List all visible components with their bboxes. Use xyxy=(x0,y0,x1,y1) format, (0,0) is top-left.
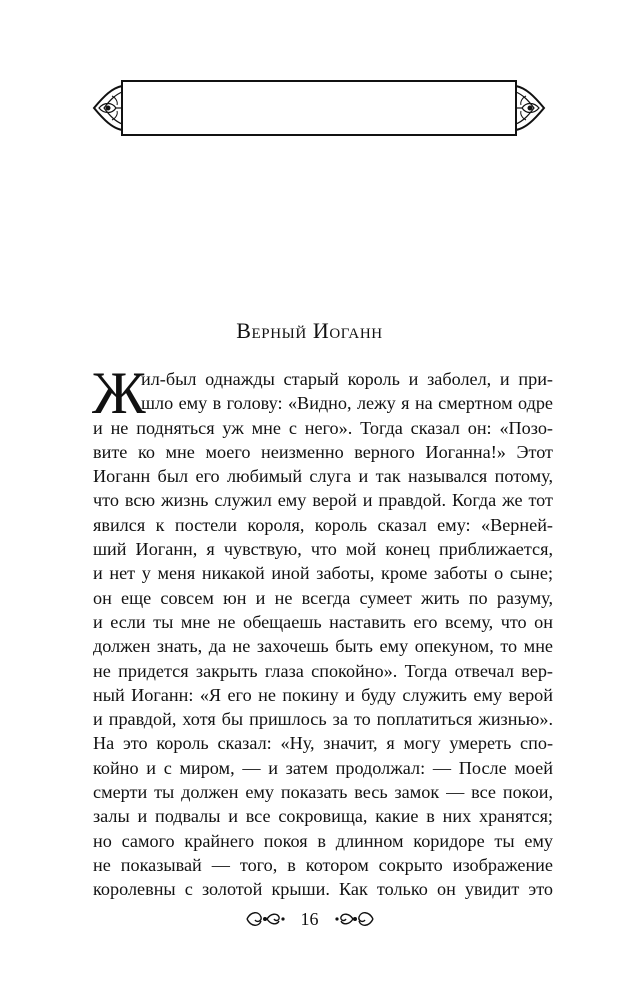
text-line: ный Иоганн: «Я его не покину и буду служить ему верой xyxy=(93,684,553,705)
text-line: На это король сказал: «Ну, значит, я могу умереть спо- xyxy=(93,733,553,754)
text-line: должен знать, да не захочешь быть ему опекуном, то мне xyxy=(93,636,553,657)
page-number: 16 xyxy=(300,909,319,929)
text-line: и если ты мне не обещаешь наставить его всему, что он xyxy=(93,611,553,632)
left-flourish-icon xyxy=(245,909,287,929)
text-line: не придется закрыть глаза спокойно». Тогда отвечал вер- xyxy=(93,660,553,681)
text-line: но самого крайнего покоя в длинном коридоре ты ему xyxy=(93,830,553,851)
ornamental-frame-icon xyxy=(90,78,548,138)
text-line: койно и с миром, — и затем продолжал: — После моей xyxy=(93,757,553,778)
text-line: и правдой, хотя бы пришлось за то поплатиться жизнью». xyxy=(93,709,553,730)
text-line: ший Иоганн, я чувствую, что мой конец приближается, xyxy=(93,539,553,560)
story-title: Верный Иоганн xyxy=(236,318,383,343)
text-line: и не подняться уж мне с него». Тогда сказал он: «Позо- xyxy=(93,417,553,438)
text-line: королевны с золотой крыши. Как только он увидит это xyxy=(93,879,553,900)
text-line: явился к постели короля, король сказал ему: «Верней- xyxy=(93,514,553,535)
text-line: что всю жизнь служил ему верой и правдой. Когда же тот xyxy=(93,490,553,511)
text-line: смерти ты должен ему показать весь замок — все покои, xyxy=(93,782,553,803)
story-body xyxy=(92,360,553,902)
text-line-2: шло ему в голову: «Видно, лежу я на смертном одре xyxy=(141,393,553,414)
header-ornament-frame xyxy=(90,78,548,138)
text-line: не показывай — того, в котором сокрыто изображение xyxy=(93,854,553,875)
text-line: вите ко мне моего неизменно верного Иоганна!» Этот xyxy=(93,441,553,462)
text-line: и нет у меня никакой иной заботы, кроме заботы о сыне; xyxy=(93,563,553,584)
page-footer xyxy=(0,904,619,934)
text-line: он еще совсем юн и не всегда сумеет жить по разуму, xyxy=(93,587,553,608)
drop-cap-letter: Ж xyxy=(92,360,146,426)
text-line: залы и подвалы и все сокровища, какие в них хранятся; xyxy=(93,806,553,827)
text-line-1: ил-был однажды старый король и заболел, и при- xyxy=(141,369,553,389)
right-flourish-icon xyxy=(333,909,375,929)
text-line: Иоганн был его любимый слуга и так назывался потому, xyxy=(93,466,553,487)
